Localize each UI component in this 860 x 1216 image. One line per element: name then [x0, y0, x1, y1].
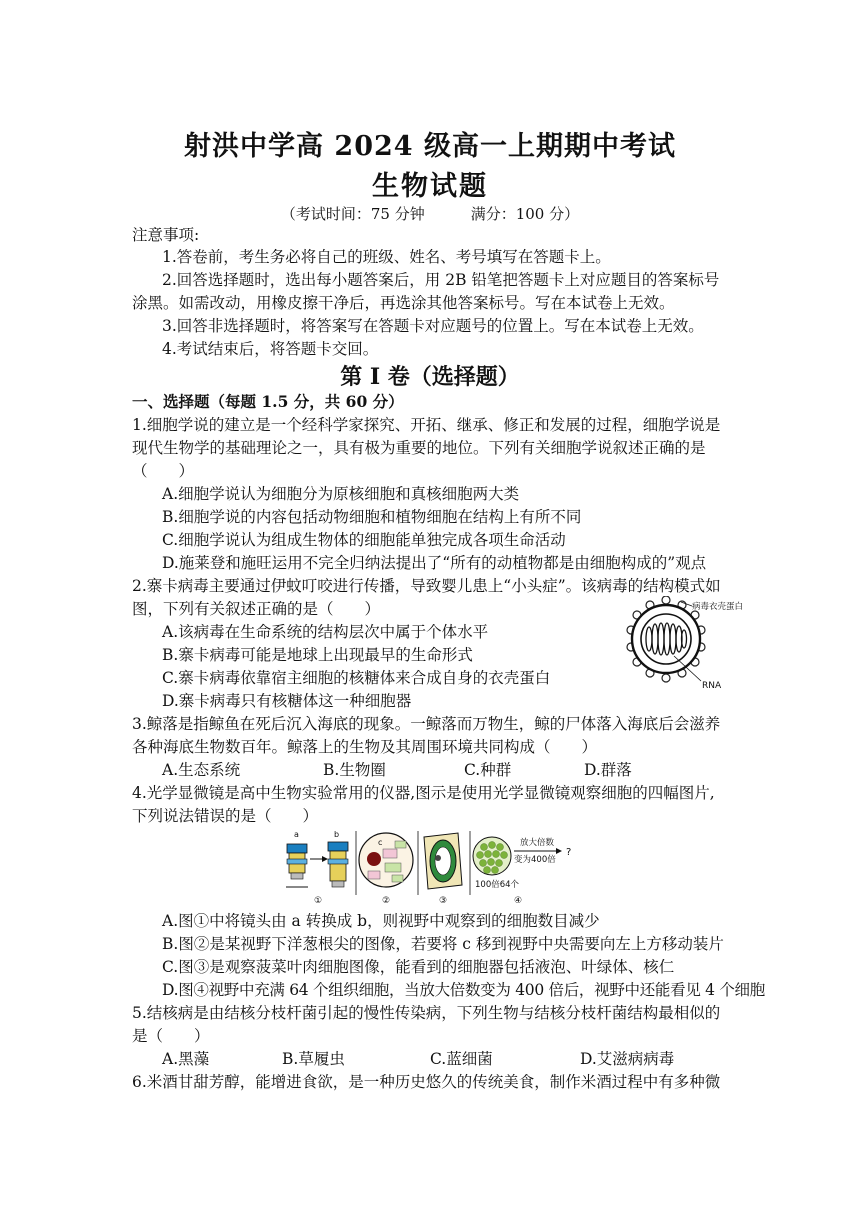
lens-b-label: b: [334, 830, 340, 839]
objective-lens-panel: [286, 830, 348, 906]
panel-2-number: ②: [382, 896, 391, 906]
q5-stem-2: 是（ ）: [132, 1027, 210, 1045]
panel-4-number: ④: [514, 896, 523, 906]
q1-option-a: A.细胞学说认为细胞分为原核细胞和真核细胞两大类: [162, 485, 520, 503]
q3-option-a: A.生态系统: [162, 761, 241, 779]
magnification-label-2: 变为400倍: [514, 855, 556, 865]
note-item-2b: 涂黑。如需改动，用橡皮擦干净后，再选涂其他答案标号。写在本试卷上无效。: [132, 294, 675, 312]
q2-option-a: A.该病毒在生命系统的结构层次中属于个体水平: [162, 623, 489, 641]
q5-option-d: D.艾滋病病毒: [580, 1050, 675, 1068]
q2-option-d: D.寨卡病毒只有核糖体这一种细胞器: [162, 692, 412, 710]
q2-option-c: C.寨卡病毒依靠宿主细胞的核糖体来合成自身的衣壳蛋白: [162, 669, 551, 687]
q3-option-b: B.生物圈: [323, 761, 386, 779]
q3-stem-2: 各种海底生物数百年。鲸落上的生物及其周围环境共同构成（ ）: [132, 738, 598, 756]
question-mark: ?: [566, 847, 572, 858]
q2-stem-1: 2.寨卡病毒主要通过伊蚊叮咬进行传播，导致婴儿患上“小头症”。该病毒的结构模式如: [132, 577, 721, 595]
q3-stem-1: 3.鲸落是指鲸鱼在死后沉入海底的现象。一鲸落而万物生，鲸的尸体落入海底后会滋养: [132, 715, 721, 733]
note-item-1: 1.答卷前，考生务必将自己的班级、姓名、考号填写在答题卡上。: [162, 248, 611, 266]
q1-option-d: D.施莱登和施旺运用不完全归纳法提出了“所有的动植物都是由细胞构成的”观点: [162, 554, 707, 572]
notes-heading: 注意事项:: [132, 226, 200, 244]
note-item-2a: 2.回答选择题时，选出每小题答案后，用 2B 铅笔把答题卡上对应题目的答案标号: [162, 271, 720, 289]
q1-option-c: C.细胞学说认为组成生物体的细胞能单独完成各项生命活动: [162, 531, 566, 549]
panel-1-number: ①: [314, 896, 323, 906]
exam-time: （考试时间：75 分钟: [280, 205, 425, 223]
part-heading: 一、选择题（每题 1.5 分，共 60 分）: [132, 392, 404, 411]
rna-label: RNA: [702, 681, 722, 691]
q3-option-d: D.群落: [584, 761, 632, 779]
microscope-figure: [282, 829, 582, 907]
note-item-3: 3.回答非选择题时，将答案写在答题卡对应题号的位置上。写在本试卷上无效。: [162, 317, 704, 335]
exam-title: 射洪中学高 2024 级高一上期期中考试: [184, 131, 676, 162]
root-tip-field-panel: [359, 833, 413, 906]
q2-stem-2: 图，下列有关叙述正确的是（ ）: [132, 600, 381, 618]
lens-a-label: a: [294, 830, 299, 839]
q4-stem-1: 4.光学显微镜是高中生物实验常用的仪器,图示是使用光学显微镜观察细胞的四幅图片,: [132, 784, 715, 802]
q4-option-c: C.图③是观察菠菜叶肉细胞图像，能看到的细胞器包括液泡、叶绿体、核仁: [162, 958, 675, 976]
panel-3-number: ③: [439, 896, 448, 906]
leaf-cell-panel: [424, 833, 462, 906]
q4-stem-2: 下列说法错误的是（ ）: [132, 807, 319, 825]
section-title: 第 I 卷（选择题）: [340, 364, 520, 390]
q1-option-b: B.细胞学说的内容包括动物细胞和植物细胞在结构上有所不同: [162, 508, 582, 526]
q4-option-d: D.图④视野中充满 64 个组织细胞，当放大倍数变为 400 倍后，视野中还能看见 4 个细胞: [162, 981, 765, 999]
q5-option-c: C.蓝细菌: [430, 1050, 493, 1068]
q5-option-a: A.黑藻: [162, 1050, 210, 1068]
q5-stem-1: 5.结核病是由结核分枝杆菌引起的慢性传染病，下列生物与结核分枝杆菌结构最相似的: [132, 1004, 721, 1022]
q1-stem-1: 1.细胞学说的建立是一个经科学家探究、开拓、继承、修正和发展的过程，细胞学说是: [132, 416, 721, 434]
cell-c-label: c: [378, 838, 383, 847]
q5-option-b: B.草履虫: [282, 1050, 345, 1068]
zika-virus-figure: [618, 596, 753, 691]
tissue-cells-panel: [473, 837, 571, 906]
q1-stem-3: （ ）: [132, 462, 195, 480]
note-item-4: 4.考试结束后，将答题卡交回。: [162, 340, 379, 358]
q4-option-b: B.图②是某视野下洋葱根尖的图像，若要将 c 移到视野中央需要向左上方移动装片: [162, 935, 724, 953]
hundred-x-label: 100倍64个: [475, 880, 520, 890]
q6-stem-1: 6.米酒甘甜芳醇，能增进食欲，是一种历史悠久的传统美食，制作米酒过程中有多种微: [132, 1073, 721, 1091]
magnification-label-1: 放大倍数: [520, 838, 555, 848]
subject-title: 生物试题: [372, 171, 488, 202]
q1-stem-2: 现代生物学的基础理论之一，具有极为重要的地位。下列有关细胞学说叙述正确的是: [132, 439, 706, 457]
q2-option-b: B.寨卡病毒可能是地球上出现最早的生命形式: [162, 646, 473, 664]
capsid-protein-label: 病毒衣壳蛋白: [692, 602, 744, 612]
full-score: 满分：100 分）: [470, 205, 580, 223]
q3-option-c: C.种群: [464, 761, 512, 779]
q4-option-a: A.图①中将镜头由 a 转换成 b，则视野中观察到的细胞数目减少: [162, 912, 600, 930]
exam-info: [0, 203, 860, 224]
virus-capsid: [641, 614, 691, 664]
